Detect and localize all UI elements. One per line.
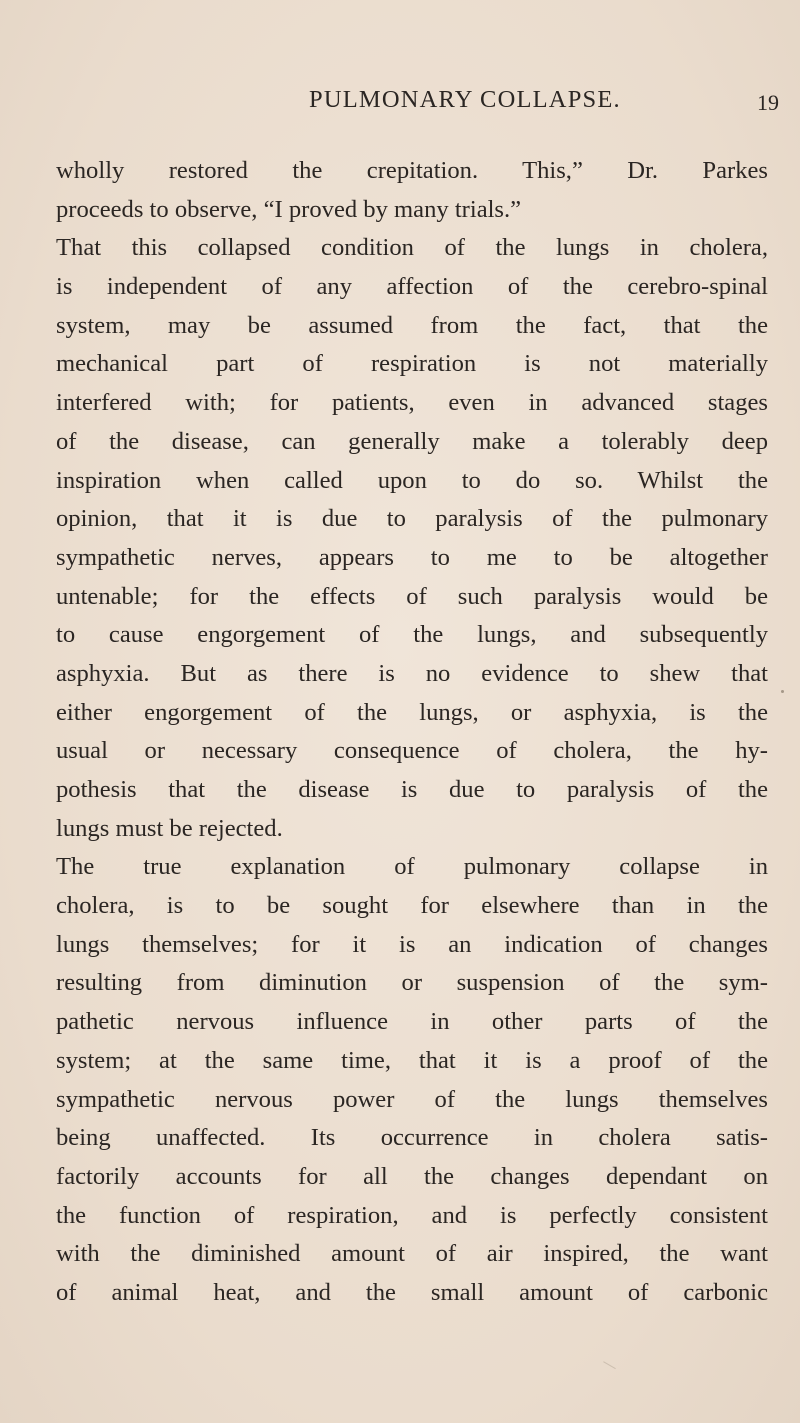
text-line: pothesis that the disease is due to paralysis of the	[56, 776, 768, 803]
text-line: The true explanation of pulmonary collapse in	[56, 853, 768, 881]
paper-smudge	[598, 1361, 616, 1378]
text-line: of animal heat, and the small amount of carbonic	[56, 1278, 768, 1306]
text-line: with the diminished amount of air inspired, the want	[56, 1240, 768, 1268]
text-line: of the disease, can generally make a tolerably deep	[56, 427, 768, 455]
text-line: either engorgement of the lungs, or asphyxia, is the	[56, 698, 768, 726]
text-line: That this collapsed condition of the lungs in cholera,	[56, 234, 768, 262]
text-line: is independent of any affection of the cerebro-spinal	[56, 273, 768, 301]
text-line: system; at the same time, that it is a proof of the	[56, 1046, 768, 1074]
text-line: being unaffected. Its occurrence in cholera satis-	[56, 1124, 768, 1152]
body-text	[56, 152, 768, 1313]
text-line: pathetic nervous influence in other parts of the	[56, 1008, 768, 1036]
text-line: lungs must be rejected.	[56, 814, 283, 842]
text-line: untenable; for the effects of such paralysis would be	[56, 582, 768, 610]
paper-speck	[781, 690, 784, 693]
page-number: 19	[757, 90, 779, 115]
text-line: cholera, is to be sought for elsewhere than in the	[56, 892, 768, 920]
text-line: lungs themselves; for it is an indication of changes	[56, 930, 768, 958]
text-line: resulting from diminution or suspension of the sym-	[56, 969, 768, 997]
text-line: sympathetic nervous power of the lungs themselves	[56, 1085, 768, 1113]
text-line: factorily accounts for all the changes dependant on	[56, 1162, 768, 1190]
text-line: usual or necessary consequence of cholera, the hy-	[56, 737, 768, 765]
text-line: sympathetic nerves, appears to me to be altogether	[56, 543, 768, 571]
running-title: PULMONARY COLLAPSE.	[309, 86, 621, 113]
text-line: interfered with; for patients, even in advanced stages	[56, 389, 768, 417]
text-line: mechanical part of respiration is not materially	[56, 350, 768, 378]
text-line: wholly restored the crepitation. This,” Dr. Parkes	[56, 157, 768, 184]
text-line: proceeds to observe, “I proved by many trials.”	[56, 195, 522, 223]
text-line: system, may be assumed from the fact, that the	[56, 311, 768, 339]
text-line: the function of respiration, and is perfectly consistent	[56, 1201, 768, 1229]
text-line: inspiration when called upon to do so. Whilst the	[56, 466, 768, 494]
text-line: asphyxia. But as there is no evidence to shew that	[56, 659, 768, 687]
text-line: opinion, that it is due to paralysis of the pulmonary	[56, 505, 768, 533]
text-line: to cause engorgement of the lungs, and subsequently	[56, 621, 768, 649]
running-head	[0, 86, 800, 126]
